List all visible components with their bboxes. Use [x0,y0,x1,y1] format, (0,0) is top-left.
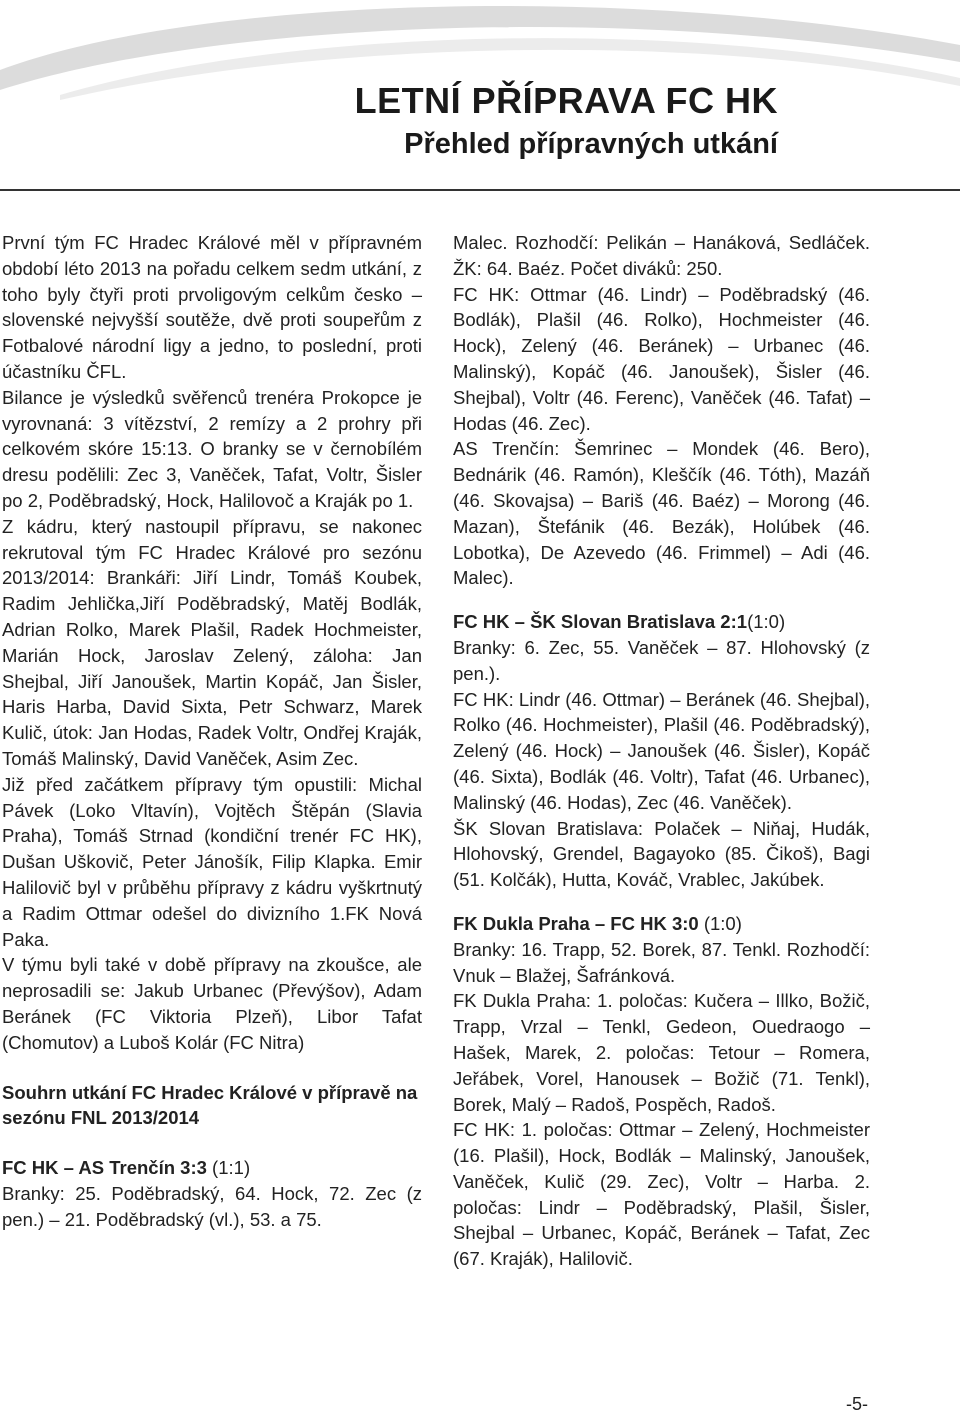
match-2-header [453,609,870,635]
match-1-officials: Malec. Rozhodčí: Pelikán – Hanáková, Sedláček. ŽK: 64. Baéz. Počet diváků: 250. [453,232,870,279]
match-3-header [453,911,870,937]
page-subtitle: Přehled přípravných utkání [404,128,778,160]
summary-heading: Souhrn utkání FC Hradec Králové v přípravě na sezónu FNL 2013/2014 [2,1081,418,1129]
match-2-title: FC HK – ŠK Slovan Bratislava 2:1 [453,611,748,633]
match-1-halftime: (1:1) [206,1157,251,1179]
header-divider [0,189,960,191]
match-1-fchk-lineup: FC HK: Ottmar (46. Lindr) – Poděbradský (46. Bodlák), Plašil (46. Rolko), Hochmeister (46. Hock), Zelený (46. Beránek) – Urbanec (46. Malinský), Kopáč (46. Janoušek), Šisler (46. Shejbal), Voltr (46. Ferenc), Vaněček (46. Tafat) – Hodas (46. Zec). [453,283,870,434]
departures-paragraph: Již před začátkem přípravy tým opustili: Michal Pávek (Loko Vltavín), Vojtěch Štěpán (Slavia Praha), Tomáš Strnad (kondiční trenér FC HK), Dušan Uškovič, Peter Jánošík, Filip Klapka. Emir Halilovič byl v průběhu přípravy z kádru vyškrtnutý a Radim Ottmar odešel do divizního 1.FK Nová Paka. [2,773,422,950]
balance-paragraph: Bilance je výsledků svěřenců trenéra Prokopce je vyrovnaná: 3 vítězství, 2 remízy a 2 prohry při celkovém skóre 15:13. O branky se v černobílém dresu podělili: Zec 3, Vaněček, Tafat, Voltr, Šisler po 2, Poděbradský, Hock, Halilovoč a Kraják po 1. [2,386,422,511]
intro-paragraph: První tým FC Hradec Králové měl v přípravném období léto 2013 na pořadu celkem sedm utkání, z toho byly čtyři proti prvoligovým celkům česko – slovenské nejvyšší soutěže, dvě proti soupeřům z Fotbalové národní ligy a jedno, to poslední, proti účastníku ČFL. [2,232,422,382]
page-number: -5- [846,1394,868,1414]
match-3-goals: Branky: 16. Trapp, 52. Borek, 87. Tenkl. Rozhodčí: Vnuk – Blažej, Šafránková. [453,938,870,986]
match-1-opponent-lineup: AS Trenčín: Šemrinec – Mondek (46. Bero), Bednárik (46. Ramón), Kleščík (46. Tóth), Mazáň (46. Skovajsa) – Bariš (46. Baéz) – Morong (46. Mazan), Štefánik (46. Bezák), Holúbek (46. Lobotka), De Azevedo (46. Frimmel) – Adi (46. Malec). [453,438,870,589]
match-1-goals: Branky: 25. Poděbradský, 64. Hock, 72. Zec (z pen.) – 21. Poděbradský (vl.), 53. a 75. [2,1182,422,1230]
right-column [453,230,870,1272]
left-column [2,230,422,1232]
match-3-opponent-lineup: FK Dukla Praha: 1. poločas: Kučera – Illko, Božič, Trapp, Vrzal – Tenkl, Gedeon, Ouedraogo – Hašek, Marek, 2. poločas: Tetour – Romera, Jeřábek, Vorel, Hanousek – Božič (71. Tenkl), Borek, Malý – Radoš, Pospěch, Radoš. [453,990,870,1115]
match-3-title: FK Dukla Praha – FC HK 3:0 [453,912,699,934]
match-2-opponent-lineup: ŠK Slovan Bratislava: Polaček – Niňaj, Hudák, Hlohovský, Grendel, Bagayoko (85. Čikoš), Bagi (51. Kolčák), Hutta, Kováč, Vrablec, Jakúbek. [453,817,870,891]
squad-paragraph: Z kádru, který nastoupil přípravu, se nakonec rekrutoval tým FC Hradec Králové pro sezónu 2013/2014: Brankáři: Jiří Lindr, Tomáš Koubek, Radim Jehlička,Jiří Poděbradský, Matěj Bodlák, Adrian Rolko, Marek Plašil, Radek Hochmeister, Marián Hock, Jaroslav Zelený, záloha: Jan Shejbal, Jiří Janoušek, Martin Kopáč, Jan Šisler, Haris Harba, David Sixta, Petr Schwarz, Marek Kulič, útok: Jan Hodas, Radek Voltr, Ondřej Kraják, Tomáš Malinský, David Vaněček, Asim Zec. [2,515,422,769]
match-1-header [2,1155,422,1181]
match-3-halftime: (1:0) [698,912,742,934]
match-2-fchk-lineup: FC HK: Lindr (46. Ottmar) – Beránek (46. Shejbal), Rolko (46. Hochmeister), Plašil (46. Poděbradský), Zelený (46. Hock) – Janoušek (46. Šisler), Kopáč (46. Sixta), Bodlák (46. Voltr), Tafat (46. Urbanec), Malinský (46. Hodas), Zec (46. Vaněček). [453,688,870,813]
match-1-title: FC HK – AS Trenčín 3:3 [2,1157,207,1179]
match-2-halftime: (1:0) [747,611,786,633]
match-2-goals: Branky: 6. Zec, 55. Vaněček – 87. Hlohovský (z pen.). [453,636,870,684]
page-title: LETNÍ PŘÍPRAVA FC HK [354,80,778,121]
trialists-paragraph: V týmu byli také v době přípravy na zkoušce, ale neprosadili se: Jakub Urbanec (Převýšov), Adam Beránek (FC Viktoria Plzeň), Libor Tafat (Chomutov) a Luboš Kolár (FC Nitra) [2,954,422,1053]
match-3-fchk-lineup: FC HK: 1. poločas: Ottmar – Zelený, Hochmeister (16. Plašil), Hock, Bodlák – Malinský, Janoušek, Vaněček, Kulič (29. Zec), Voltr – Harba. 2. poločas: Lindr – Poděbradský, Plašil, Šisler, Shejbal – Urbanec, Kopáč, Beránek – Tafat, Zec (67. Kraják), Halilovič. [453,1119,870,1270]
